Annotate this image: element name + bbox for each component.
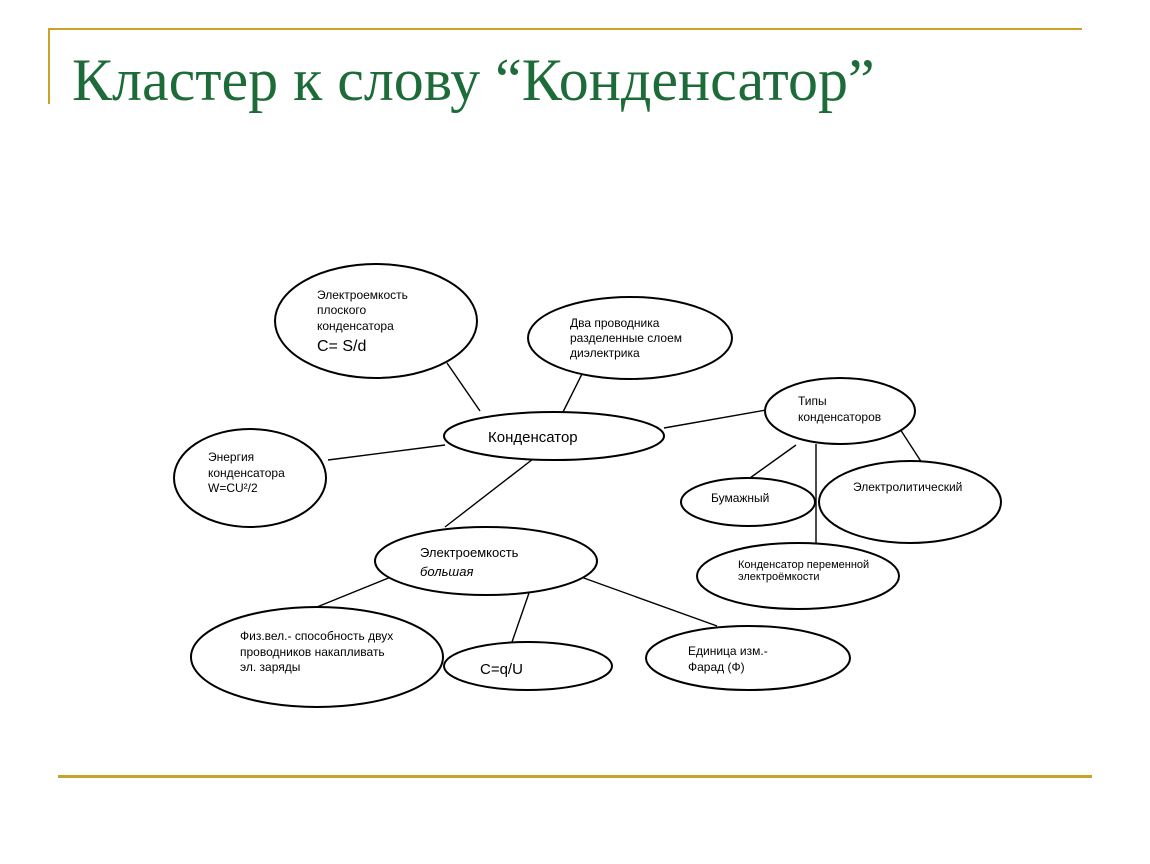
edge-types	[664, 410, 766, 428]
node-flat-capacitance	[275, 264, 477, 378]
definition-line-1: Физ.вел.- способность двух	[240, 629, 394, 643]
variable-line-1: Конденсатор переменной	[738, 559, 870, 571]
edge-electrolytic	[900, 429, 922, 463]
node-definition	[191, 607, 443, 707]
capacitor-label: Конденсатор	[488, 429, 578, 446]
definition-line-2: проводников накапливать	[240, 645, 385, 659]
edge-two-conductors	[563, 374, 582, 412]
unit-line-1: Единица изм.-	[688, 644, 768, 658]
energy-line-3: W=CU²/2	[208, 481, 258, 495]
flat-capacitance-line-2: плоского	[317, 303, 367, 317]
edge-flat-capacitance	[447, 363, 480, 411]
node-capacitor	[444, 412, 664, 460]
energy-line-2: конденсатора	[208, 466, 285, 480]
node-paper	[681, 478, 815, 526]
flat-capacitance-line-1: Электроемкость	[317, 288, 408, 302]
two-conductors-line-2: разделенные слоем	[570, 331, 683, 345]
two-conductors-line-3: диэлектрика	[570, 346, 640, 360]
node-capacitance	[375, 527, 597, 595]
definition-line-3: эл. заряды	[240, 660, 301, 674]
flat-capacitance-formula: C= S/d	[317, 338, 367, 355]
edge-capacitance	[445, 459, 533, 527]
types-line-2: конденсаторов	[798, 410, 882, 424]
edge-energy	[328, 445, 445, 460]
edge-formula-cqu	[512, 593, 529, 642]
node-unit	[646, 626, 850, 690]
node-types	[765, 378, 915, 444]
node-variable	[697, 543, 899, 609]
types-line-1: Типы	[798, 394, 827, 408]
two-conductors-line-1: Два проводника	[570, 316, 660, 330]
paper-label: Бумажный	[711, 491, 770, 505]
formula-cqu-label: C=q/U	[480, 661, 523, 678]
node-electrolytic	[819, 461, 1001, 543]
unit-line-2: Фарад (Ф)	[688, 660, 745, 674]
node-formula-cqu	[444, 642, 612, 690]
edge-paper	[750, 445, 796, 478]
energy-line-1: Энергия	[208, 450, 255, 464]
node-energy	[174, 429, 326, 527]
flat-capacitance-line-3: конденсатора	[317, 319, 394, 333]
edge-unit	[581, 577, 717, 626]
slide-title: Кластер к слову “Конденсатор”	[72, 47, 875, 113]
capacitance-line-2: большая	[420, 564, 474, 579]
variable-line-2: электроёмкости	[738, 571, 820, 583]
edge-definition	[312, 577, 391, 609]
capacitance-line-1: Электроемкость	[420, 545, 519, 560]
node-two-conductors	[528, 297, 732, 379]
electrolytic-label: Электролитический	[853, 480, 963, 494]
